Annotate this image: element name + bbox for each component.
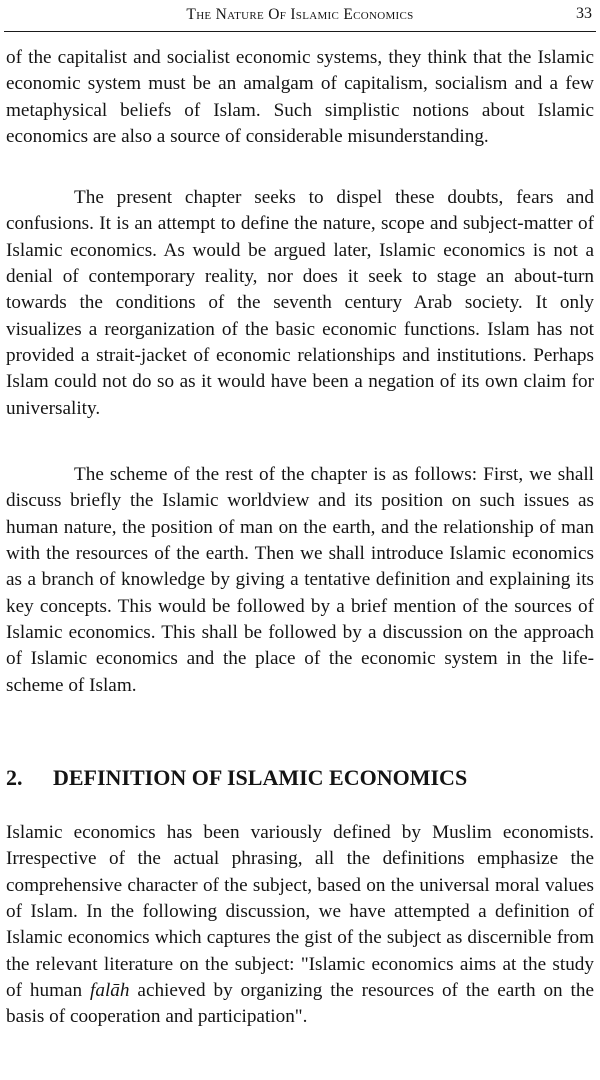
section-heading (6, 765, 594, 791)
italic-term: falāh (90, 980, 130, 1002)
section-number: 2. (6, 765, 23, 790)
section-title: DEFINITION OF ISLAMIC ECONOMICS (53, 765, 468, 790)
definition-text-end: achieved by organizing the resources of the earth on the basis of cooperation and participation". (6, 980, 594, 1028)
running-header (4, 0, 596, 32)
running-title: The Nature Of Islamic Economics (186, 6, 414, 23)
paragraph-continued: of the capitalist and socialist economic systems, they think that the Islamic economic system must be an amalgam of capitalism, socialism and a few metaphysical beliefs of Islam. Such simplistic notions about Islamic economics are also a source of considerable misunderstanding. (6, 47, 594, 148)
definition-text-start: Islamic economics has been variously defined by Muslim economists. Irrespective of the actual phrasing, all the definitions emphasize the comprehensive character of the subject, based on the universal moral values of Islam. In the following discussion, we have attempted a definition of Islamic economics which captures the gist of the subject as discernible from the relevant literature on the subject: "Islamic economics aims at the study of human (6, 822, 594, 1002)
paragraph-chapter-scheme: The scheme of the rest of the chapter is as follows: First, we shall discuss briefly the Islamic worldview and its position on such issues as human nature, the position of man on the earth, and the relationship of man with the resources of the earth. Then we shall introduce Islamic economics as a branch of knowledge by giving a tentative definition and explaining its key concepts. This would be followed by a brief mention of the sources of Islamic economics. This shall be followed by a discussion on the approach of Islamic economics and the place of the economic system in the life-scheme of Islam. (6, 464, 594, 696)
paragraph-chapter-purpose: The present chapter seeks to dispel these doubts, fears and confusions. It is an attempt to define the nature, scope and subject-matter of Islamic economics. As would be argued later, Islamic economics is not a denial of contemporary reality, nor does it seek to stage an about-turn towards the conditions of the seventh century Arab society. It only visualizes a reorganization of the basic economic functions. Islam has not provided a strait-jacket of economic relationships and institutions. Perhaps Islam could not do so as it would have been a negation of its own claim for universality. (6, 187, 594, 419)
page-number: 33 (576, 5, 592, 22)
paragraph-definition (6, 820, 594, 1031)
